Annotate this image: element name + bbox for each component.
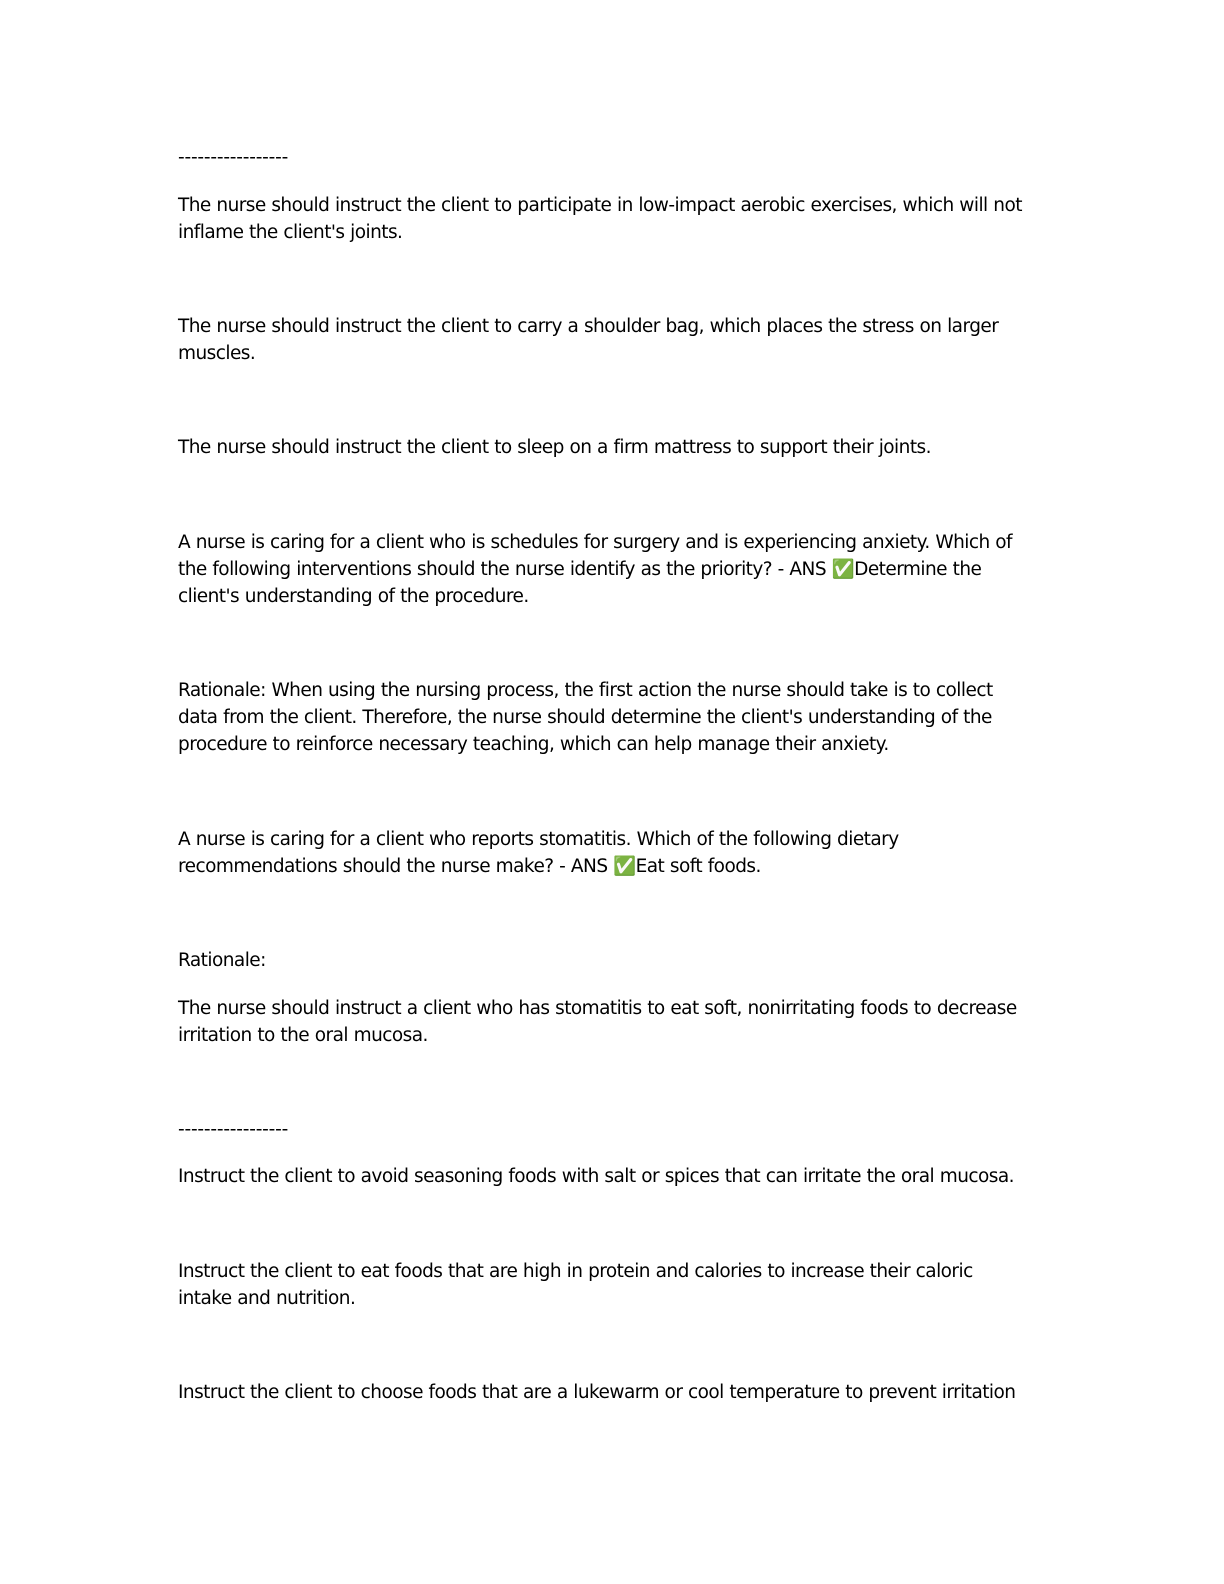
answer-option-line: inflame the client's joints. (178, 222, 403, 243)
answer-option-line: The nurse should instruct the client to sleep on a firm mattress to support their joints. (178, 437, 931, 458)
question-line: recommendations should the nurse make? - ANS ✅Eat soft foods. (178, 856, 761, 877)
separator-line: ----------------- (178, 1119, 289, 1140)
answer-option-line: Instruct the client to eat foods that are high in protein and calories to increase their caloric (178, 1261, 973, 1282)
rationale-line: procedure to reinforce necessary teaching, which can help manage their anxiety. (178, 734, 889, 755)
answer-option-line: intake and nutrition. (178, 1288, 356, 1309)
answer-option-line: The nurse should instruct the client to participate in low-impact aerobic exercises, which will not (178, 195, 1022, 216)
rationale-line: data from the client. Therefore, the nurse should determine the client's understanding of the (178, 707, 992, 728)
question-line: client's understanding of the procedure. (178, 586, 529, 607)
answer-option-line: The nurse should instruct the client to carry a shoulder bag, which places the stress on larger (178, 316, 999, 337)
rationale-label: Rationale: (178, 950, 266, 971)
answer-option-line: Instruct the client to choose foods that are a lukewarm or cool temperature to prevent irritation (178, 1382, 1016, 1403)
rationale-line: The nurse should instruct a client who has stomatitis to eat soft, nonirritating foods to decrease (178, 998, 1017, 1019)
rationale-line: Rationale: When using the nursing process, the first action the nurse should take is to collect (178, 680, 993, 701)
answer-option-line: muscles. (178, 343, 256, 364)
separator-line: ----------------- (178, 147, 289, 168)
rationale-line: irritation to the oral mucosa. (178, 1025, 428, 1046)
question-line: the following interventions should the nurse identify as the priority? - ANS ✅Determine the (178, 559, 982, 580)
question-line: A nurse is caring for a client who reports stomatitis. Which of the following dietary (178, 829, 899, 850)
answer-option-line: Instruct the client to avoid seasoning foods with salt or spices that can irritate the oral mucosa. (178, 1166, 1014, 1187)
question-line: A nurse is caring for a client who is schedules for surgery and is experiencing anxiety. Which of (178, 532, 1013, 553)
